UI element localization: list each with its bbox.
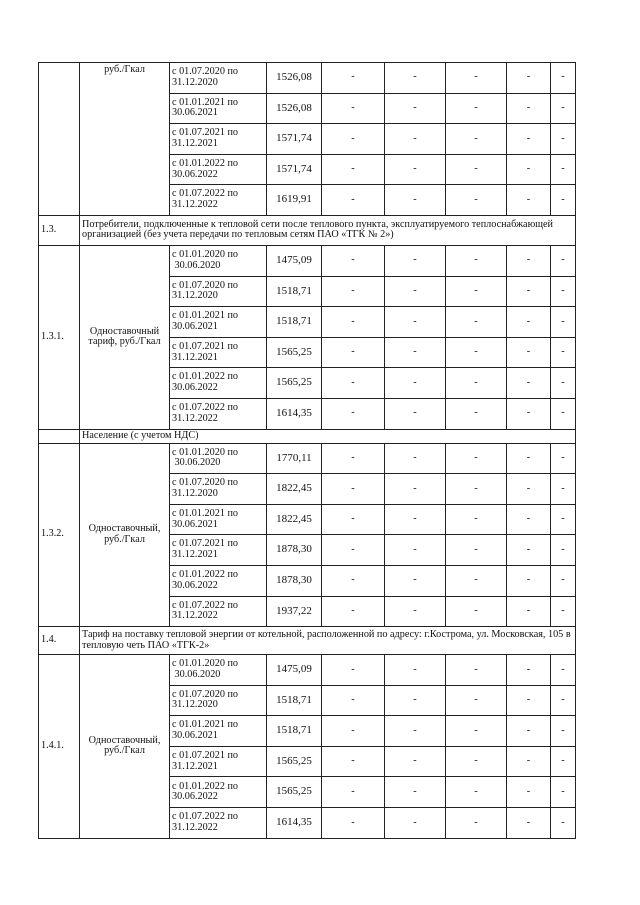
empty-value-cell: -	[322, 504, 385, 535]
tariff-type-cell: Одноставочный, руб./Гкал	[80, 655, 170, 839]
empty-value-cell: -	[322, 245, 385, 276]
empty-value-cell: -	[551, 185, 576, 216]
empty-value-cell: -	[446, 655, 507, 686]
empty-value-cell: -	[385, 185, 446, 216]
empty-value-cell: -	[322, 307, 385, 338]
empty-value-cell: -	[551, 655, 576, 686]
table-row	[39, 655, 576, 686]
empty-value-cell: -	[507, 185, 551, 216]
tariff-value-cell: 1770,11	[267, 443, 322, 474]
tariff-table-body	[39, 63, 576, 839]
empty-value-cell: -	[385, 124, 446, 155]
period-cell: с 01.01.2020 по 30.06.2020	[170, 655, 267, 686]
empty-value-cell: -	[551, 93, 576, 124]
tariff-value-cell: 1614,35	[267, 398, 322, 429]
empty-value-cell: -	[551, 685, 576, 716]
empty-value-cell: -	[385, 535, 446, 566]
empty-value-cell: -	[446, 746, 507, 777]
empty-value-cell: -	[385, 596, 446, 627]
period-cell: с 01.07.2021 по 31.12.2021	[170, 746, 267, 777]
period-cell: с 01.07.2020 по 31.12.2020	[170, 276, 267, 307]
table-row	[39, 443, 576, 474]
empty-value-cell: -	[322, 276, 385, 307]
empty-value-cell: -	[446, 685, 507, 716]
empty-value-cell: -	[551, 596, 576, 627]
empty-value-cell: -	[385, 398, 446, 429]
empty-value-cell: -	[507, 398, 551, 429]
row-number-cell: 1.4.	[39, 627, 80, 655]
period-cell: с 01.07.2021 по 31.12.2021	[170, 337, 267, 368]
empty-value-cell: -	[551, 245, 576, 276]
tariff-value-cell: 1565,25	[267, 746, 322, 777]
empty-value-cell: -	[507, 245, 551, 276]
tariff-value-cell: 1822,45	[267, 474, 322, 505]
period-cell: с 01.01.2022 по 30.06.2022	[170, 777, 267, 808]
period-cell: с 01.07.2021 по 31.12.2021	[170, 535, 267, 566]
empty-value-cell: -	[551, 124, 576, 155]
period-cell: с 01.01.2022 по 30.06.2022	[170, 565, 267, 596]
tariff-value-cell: 1526,08	[267, 63, 322, 94]
period-cell: с 01.01.2022 по 30.06.2022	[170, 368, 267, 399]
empty-value-cell: -	[322, 535, 385, 566]
empty-value-cell: -	[322, 185, 385, 216]
section-header-row	[39, 429, 576, 443]
empty-value-cell: -	[551, 307, 576, 338]
empty-value-cell: -	[507, 596, 551, 627]
period-cell: с 01.07.2022 по 31.12.2022	[170, 808, 267, 839]
row-number-cell: 1.3.2.	[39, 443, 80, 627]
empty-value-cell: -	[446, 596, 507, 627]
empty-value-cell: -	[385, 276, 446, 307]
empty-value-cell: -	[322, 398, 385, 429]
tariff-value-cell: 1518,71	[267, 685, 322, 716]
tariff-value-cell: 1526,08	[267, 93, 322, 124]
empty-value-cell: -	[507, 474, 551, 505]
row-number-cell	[39, 63, 80, 216]
empty-value-cell: -	[551, 276, 576, 307]
tariff-type-cell: Одноставочный тариф, руб./Гкал	[80, 245, 170, 429]
period-cell: с 01.07.2020 по 31.12.2020	[170, 685, 267, 716]
empty-value-cell: -	[446, 504, 507, 535]
tariff-value-cell: 1937,22	[267, 596, 322, 627]
period-cell: с 01.01.2021 по 30.06.2021	[170, 307, 267, 338]
empty-value-cell: -	[385, 93, 446, 124]
empty-value-cell: -	[322, 777, 385, 808]
empty-value-cell: -	[446, 93, 507, 124]
empty-value-cell: -	[551, 63, 576, 94]
row-number-cell: 1.4.1.	[39, 655, 80, 839]
period-cell: с 01.07.2021 по 31.12.2021	[170, 124, 267, 155]
empty-value-cell: -	[322, 596, 385, 627]
period-cell: с 01.07.2022 по 31.12.2022	[170, 398, 267, 429]
empty-value-cell: -	[507, 368, 551, 399]
empty-value-cell: -	[446, 63, 507, 94]
empty-value-cell: -	[322, 93, 385, 124]
empty-value-cell: -	[322, 716, 385, 747]
period-cell: с 01.07.2020 по 31.12.2020	[170, 63, 267, 94]
period-cell: с 01.01.2022 по 30.06.2022	[170, 154, 267, 185]
empty-value-cell: -	[385, 716, 446, 747]
empty-value-cell: -	[322, 655, 385, 686]
empty-value-cell: -	[507, 685, 551, 716]
empty-value-cell: -	[446, 777, 507, 808]
empty-value-cell: -	[385, 777, 446, 808]
section-title-cell: Тариф на поставку тепловой энергии от котельной, расположенной по адресу: г.Кострома, ул. Московская, 105 в тепловую четь ПАО «ТГК-2»	[80, 627, 576, 655]
empty-value-cell: -	[551, 777, 576, 808]
empty-value-cell: -	[385, 154, 446, 185]
empty-value-cell: -	[446, 307, 507, 338]
empty-value-cell: -	[385, 655, 446, 686]
empty-value-cell: -	[385, 245, 446, 276]
empty-value-cell: -	[507, 716, 551, 747]
period-cell: с 01.01.2020 по 30.06.2020	[170, 443, 267, 474]
empty-value-cell: -	[446, 443, 507, 474]
empty-value-cell: -	[507, 124, 551, 155]
empty-value-cell: -	[446, 276, 507, 307]
empty-value-cell: -	[446, 337, 507, 368]
empty-value-cell: -	[507, 655, 551, 686]
empty-value-cell: -	[322, 474, 385, 505]
empty-value-cell: -	[551, 443, 576, 474]
empty-value-cell: -	[385, 443, 446, 474]
empty-value-cell: -	[446, 565, 507, 596]
empty-value-cell: -	[551, 808, 576, 839]
table-row	[39, 245, 576, 276]
empty-value-cell: -	[551, 716, 576, 747]
tariff-value-cell: 1475,09	[267, 655, 322, 686]
empty-value-cell: -	[507, 535, 551, 566]
period-cell: с 01.01.2020 по 30.06.2020	[170, 245, 267, 276]
empty-value-cell: -	[507, 746, 551, 777]
empty-value-cell: -	[446, 185, 507, 216]
row-number-cell	[39, 429, 80, 443]
empty-value-cell: -	[507, 93, 551, 124]
empty-value-cell: -	[551, 565, 576, 596]
tariff-value-cell: 1565,25	[267, 337, 322, 368]
period-cell: с 01.07.2022 по 31.12.2022	[170, 185, 267, 216]
empty-value-cell: -	[322, 808, 385, 839]
empty-value-cell: -	[385, 685, 446, 716]
empty-value-cell: -	[385, 808, 446, 839]
row-number-cell: 1.3.1.	[39, 245, 80, 429]
section-header-row	[39, 627, 576, 655]
empty-value-cell: -	[446, 535, 507, 566]
empty-value-cell: -	[507, 63, 551, 94]
tariff-value-cell: 1475,09	[267, 245, 322, 276]
tariff-value-cell: 1878,30	[267, 565, 322, 596]
empty-value-cell: -	[385, 337, 446, 368]
period-cell: с 01.01.2021 по 30.06.2021	[170, 93, 267, 124]
empty-value-cell: -	[385, 368, 446, 399]
empty-value-cell: -	[551, 474, 576, 505]
empty-value-cell: -	[446, 245, 507, 276]
empty-value-cell: -	[551, 337, 576, 368]
empty-value-cell: -	[322, 685, 385, 716]
empty-value-cell: -	[385, 63, 446, 94]
empty-value-cell: -	[322, 565, 385, 596]
tariff-type-cell: Одноставочный, руб./Гкал	[80, 443, 170, 627]
empty-value-cell: -	[507, 307, 551, 338]
empty-value-cell: -	[551, 154, 576, 185]
empty-value-cell: -	[322, 124, 385, 155]
empty-value-cell: -	[551, 398, 576, 429]
period-cell: с 01.07.2022 по 31.12.2022	[170, 596, 267, 627]
empty-value-cell: -	[507, 276, 551, 307]
tariff-value-cell: 1822,45	[267, 504, 322, 535]
empty-value-cell: -	[551, 535, 576, 566]
period-cell: с 01.07.2020 по 31.12.2020	[170, 474, 267, 505]
empty-value-cell: -	[322, 337, 385, 368]
empty-value-cell: -	[322, 746, 385, 777]
section-title-cell: Потребители, подключенные к тепловой сети после теплового пункта, эксплуатируемого теплоснабжающей организацией (без учета передачи по тепловым сетям ПАО «ТГК № 2»)	[80, 215, 576, 245]
empty-value-cell: -	[446, 154, 507, 185]
empty-value-cell: -	[507, 808, 551, 839]
empty-value-cell: -	[551, 368, 576, 399]
table-row	[39, 63, 576, 94]
empty-value-cell: -	[446, 716, 507, 747]
tariff-type-cell: руб./Гкал	[80, 63, 170, 216]
empty-value-cell: -	[385, 474, 446, 505]
empty-value-cell: -	[507, 504, 551, 535]
empty-value-cell: -	[446, 474, 507, 505]
empty-value-cell: -	[446, 398, 507, 429]
empty-value-cell: -	[385, 565, 446, 596]
tariff-value-cell: 1518,71	[267, 307, 322, 338]
empty-value-cell: -	[322, 63, 385, 94]
empty-value-cell: -	[507, 443, 551, 474]
empty-value-cell: -	[446, 368, 507, 399]
empty-value-cell: -	[446, 124, 507, 155]
empty-value-cell: -	[507, 565, 551, 596]
empty-value-cell: -	[551, 504, 576, 535]
tariff-value-cell: 1518,71	[267, 716, 322, 747]
empty-value-cell: -	[446, 808, 507, 839]
period-cell: с 01.01.2021 по 30.06.2021	[170, 504, 267, 535]
tariff-value-cell: 1571,74	[267, 154, 322, 185]
empty-value-cell: -	[322, 368, 385, 399]
tariff-value-cell: 1614,35	[267, 808, 322, 839]
tariff-value-cell: 1518,71	[267, 276, 322, 307]
section-title-cell: Население (с учетом НДС)	[80, 429, 576, 443]
empty-value-cell: -	[551, 746, 576, 777]
empty-value-cell: -	[322, 154, 385, 185]
empty-value-cell: -	[385, 307, 446, 338]
empty-value-cell: -	[385, 504, 446, 535]
section-header-row	[39, 215, 576, 245]
empty-value-cell: -	[507, 154, 551, 185]
empty-value-cell: -	[385, 746, 446, 777]
empty-value-cell: -	[322, 443, 385, 474]
empty-value-cell: -	[507, 337, 551, 368]
tariff-value-cell: 1565,25	[267, 368, 322, 399]
tariff-value-cell: 1571,74	[267, 124, 322, 155]
empty-value-cell: -	[507, 777, 551, 808]
tariff-value-cell: 1619,91	[267, 185, 322, 216]
period-cell: с 01.01.2021 по 30.06.2021	[170, 716, 267, 747]
tariff-table	[38, 62, 576, 839]
tariff-value-cell: 1878,30	[267, 535, 322, 566]
tariff-value-cell: 1565,25	[267, 777, 322, 808]
row-number-cell: 1.3.	[39, 215, 80, 245]
